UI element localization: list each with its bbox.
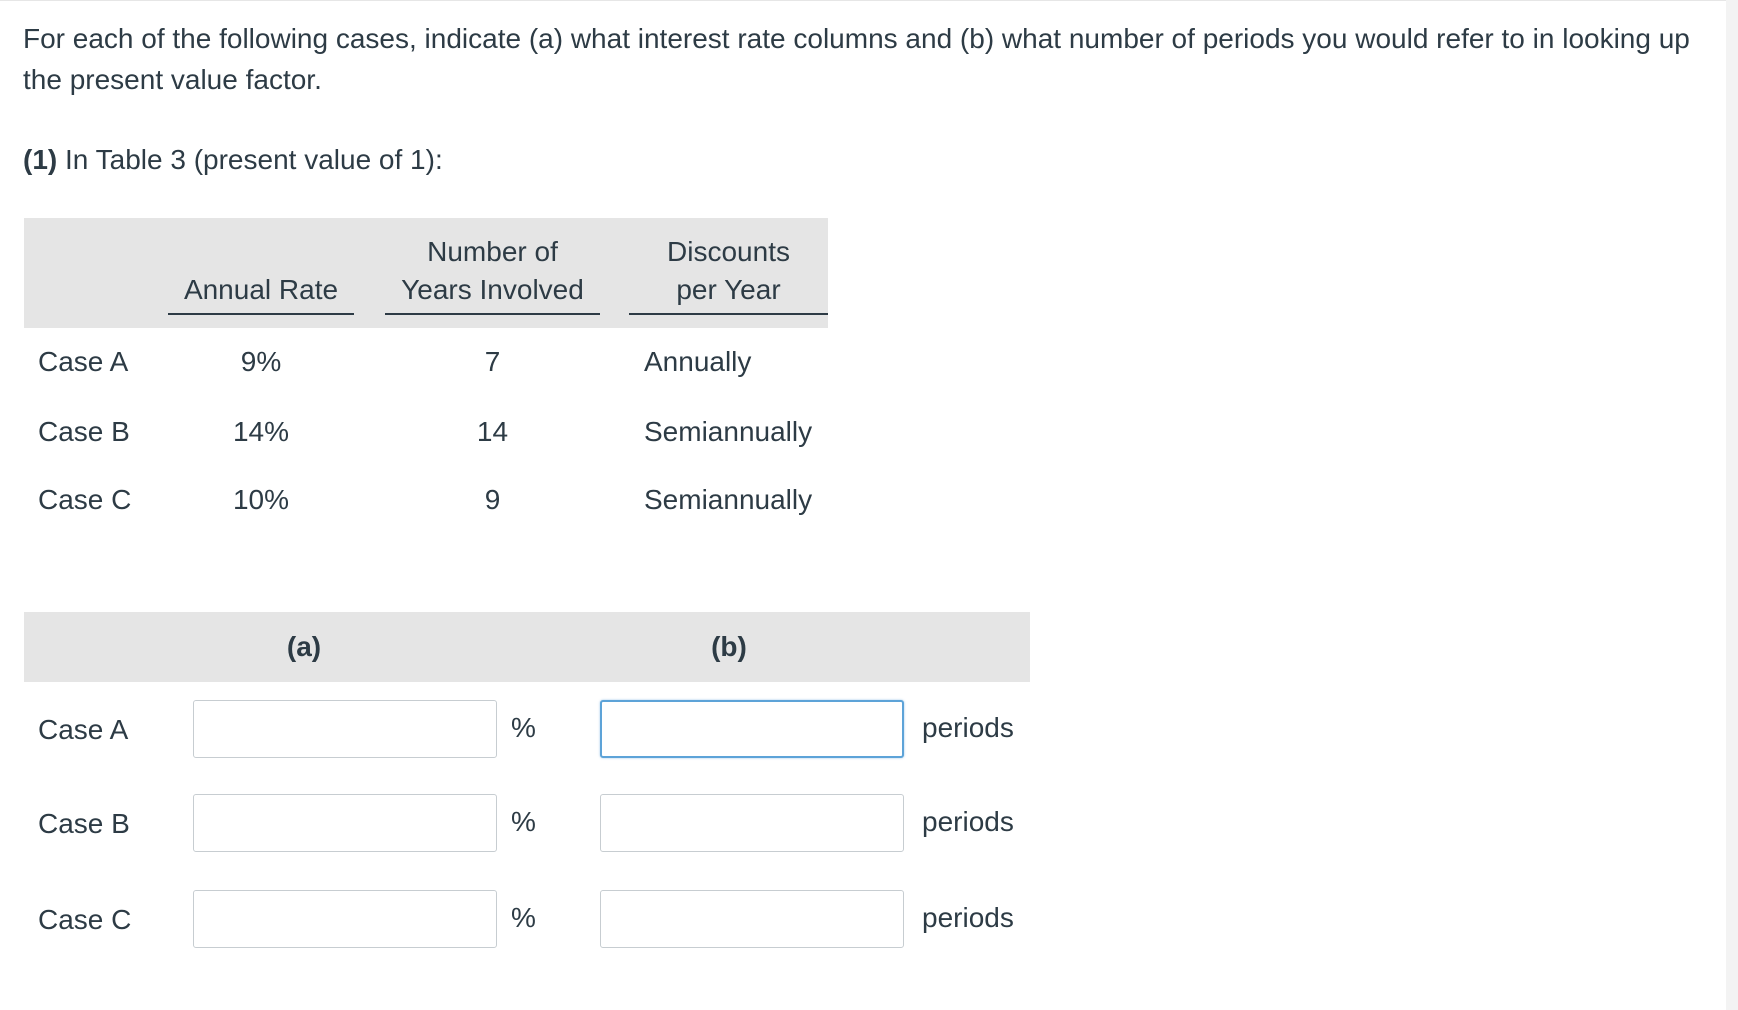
given-data-table <box>24 218 828 328</box>
periods-unit: periods <box>922 712 1014 743</box>
header-years-line1: Number of <box>427 236 558 267</box>
header-discounts-per-year <box>629 233 828 309</box>
header-disc-line1: Discounts <box>667 236 790 267</box>
header-disc-line2: per Year <box>676 274 781 305</box>
annual-rate-value: 10% <box>232 484 290 515</box>
part-title: In Table 3 (present value of 1): <box>65 144 443 175</box>
case-label: Case C <box>38 904 132 935</box>
case-label: Case B <box>38 808 130 839</box>
years-value: 7 <box>484 346 501 377</box>
header-annual-rate <box>168 271 354 309</box>
annual-rate-value: 9% <box>240 346 282 377</box>
given-row-case-b <box>24 407 828 457</box>
given-table-header <box>24 218 828 328</box>
top-divider <box>0 0 1726 1</box>
case-label: Case A <box>38 346 129 377</box>
scrollbar-track[interactable] <box>1726 0 1738 1010</box>
header-underline <box>629 313 828 315</box>
header-annual-rate-label: Annual Rate <box>183 274 339 305</box>
answer-row-case-c <box>24 890 1030 950</box>
given-row-case-c <box>24 475 828 525</box>
periods-input-case-a[interactable] <box>600 700 904 758</box>
periods-input-case-c[interactable] <box>600 890 904 948</box>
years-value: 14 <box>476 416 509 447</box>
answer-table-header <box>24 612 1030 682</box>
answer-row-case-b <box>24 794 1030 854</box>
discounts-value: Semiannually <box>644 416 813 447</box>
percent-unit: % <box>511 806 536 837</box>
interest-rate-input-case-c[interactable] <box>193 890 497 948</box>
header-years-line2: Years Involved <box>401 274 584 305</box>
case-label: Case A <box>38 714 129 745</box>
periods-unit: periods <box>922 902 1014 933</box>
answer-row-case-a <box>24 700 1030 760</box>
header-underline <box>168 313 354 315</box>
case-label: Case C <box>38 484 132 515</box>
part-heading <box>23 139 443 180</box>
periods-input-case-b[interactable] <box>600 794 904 852</box>
percent-unit: % <box>511 712 536 743</box>
header-years-involved <box>385 233 600 309</box>
annual-rate-value: 14% <box>232 416 290 447</box>
question-instructions: For each of the following cases, indicate (a) what interest rate columns and (b) what number of periods you would refer to in looking up the present value factor. <box>23 23 1690 95</box>
header-a: (a) <box>286 631 322 662</box>
discounts-value: Semiannually <box>644 484 813 515</box>
interest-rate-input-case-b[interactable] <box>193 794 497 852</box>
percent-unit: % <box>511 902 536 933</box>
periods-unit: periods <box>922 806 1014 837</box>
years-value: 9 <box>484 484 501 515</box>
interest-rate-input-case-a[interactable] <box>193 700 497 758</box>
discounts-value: Annually <box>644 346 752 377</box>
given-row-case-a <box>24 337 828 387</box>
header-underline <box>385 313 600 315</box>
header-b: (b) <box>711 631 747 662</box>
part-number: (1) <box>23 144 58 175</box>
case-label: Case B <box>38 416 130 447</box>
